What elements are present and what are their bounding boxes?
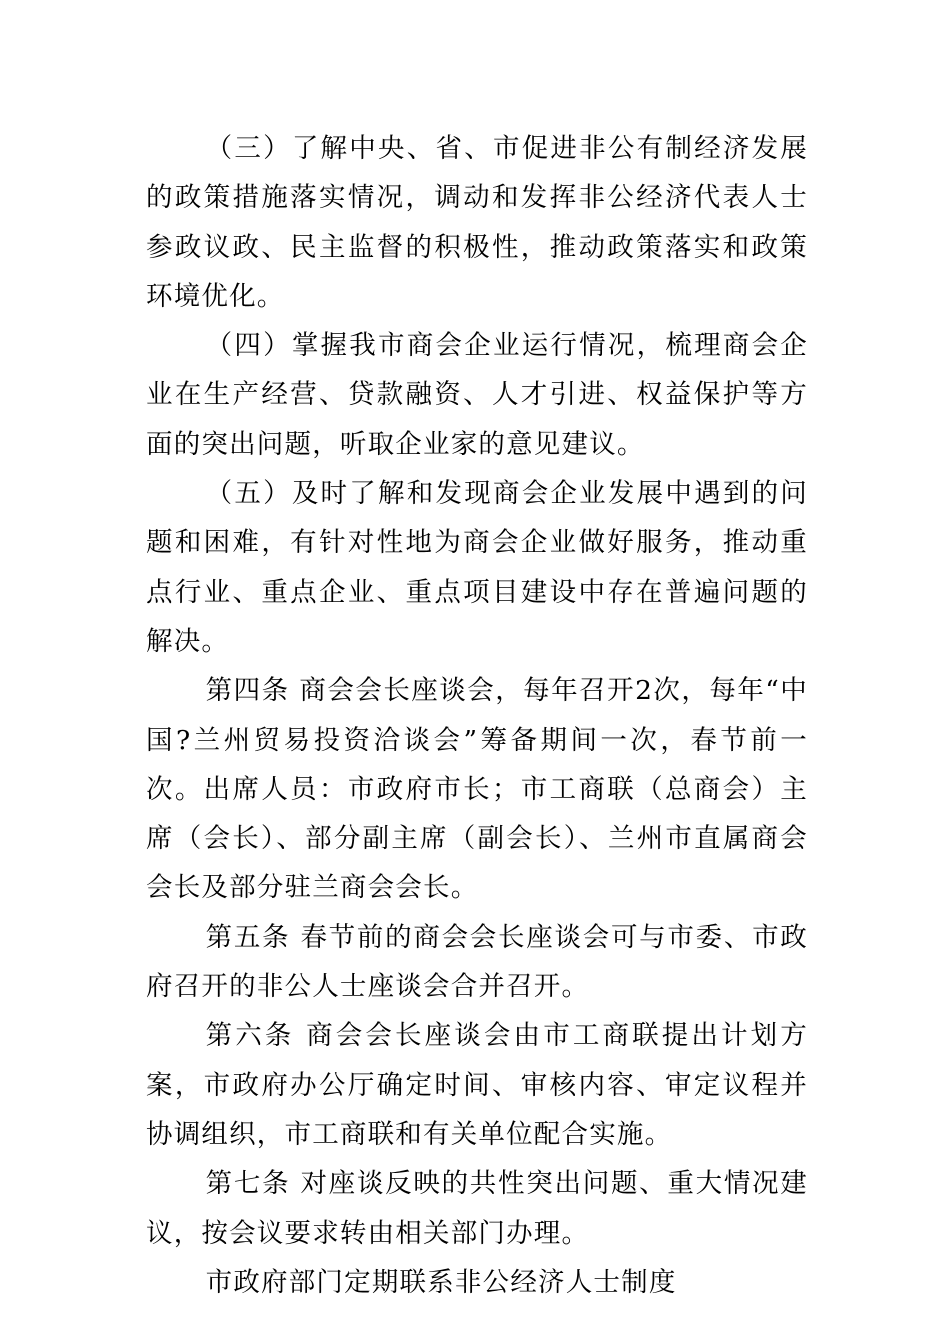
paragraph-section-4: （四）掌握我市商会企业运行情况，梳理商会企业在生产经营、贷款融资、人才引进、权益保护等方面的突出问题，听取企业家的意见建议。: [146, 330, 808, 460]
paragraph-section-5: （五）及时了解和发现商会企业发展中遇到的问题和困难，有针对性地为商会企业做好服务，推动重点行业、重点企业、重点项目建设中存在普遍问题的解决。: [146, 478, 808, 657]
paragraph-article-4: 第四条 商会会长座谈会，每年召开2次，每年“中国?兰州贸易投资洽谈会”筹备期间一次，春节前一次。出席人员：市政府市长；市工商联（总商会）主席（会长）、部分副主席（副会长）、兰州市直属商会会长及部分驻兰商会会长。: [146, 675, 808, 904]
paragraph-article-6: 第六条 商会会长座谈会由市工商联提出计划方案，市政府办公厅确定时间、审核内容、审定议程并协调组织，市工商联和有关单位配合实施。: [146, 1020, 808, 1150]
paragraph-article-5: 第五条 春节前的商会会长座谈会可与市委、市政府召开的非公人士座谈会合并召开。: [146, 921, 808, 1003]
document-body: [146, 124, 808, 1307]
paragraph-article-7: 第七条 对座谈反映的共性突出问题、重大情况建议，按会议要求转由相关部门办理。: [146, 1168, 808, 1249]
section-heading: 市政府部门定期联系非公经济人士制度: [205, 1266, 677, 1298]
paragraph-section-3: （三）了解中央、省、市促进非公有制经济发展的政策措施落实情况，调动和发挥非公经济代表人士参政议政、民主监督的积极性，推动政策落实和政策环境优化。: [146, 133, 808, 312]
